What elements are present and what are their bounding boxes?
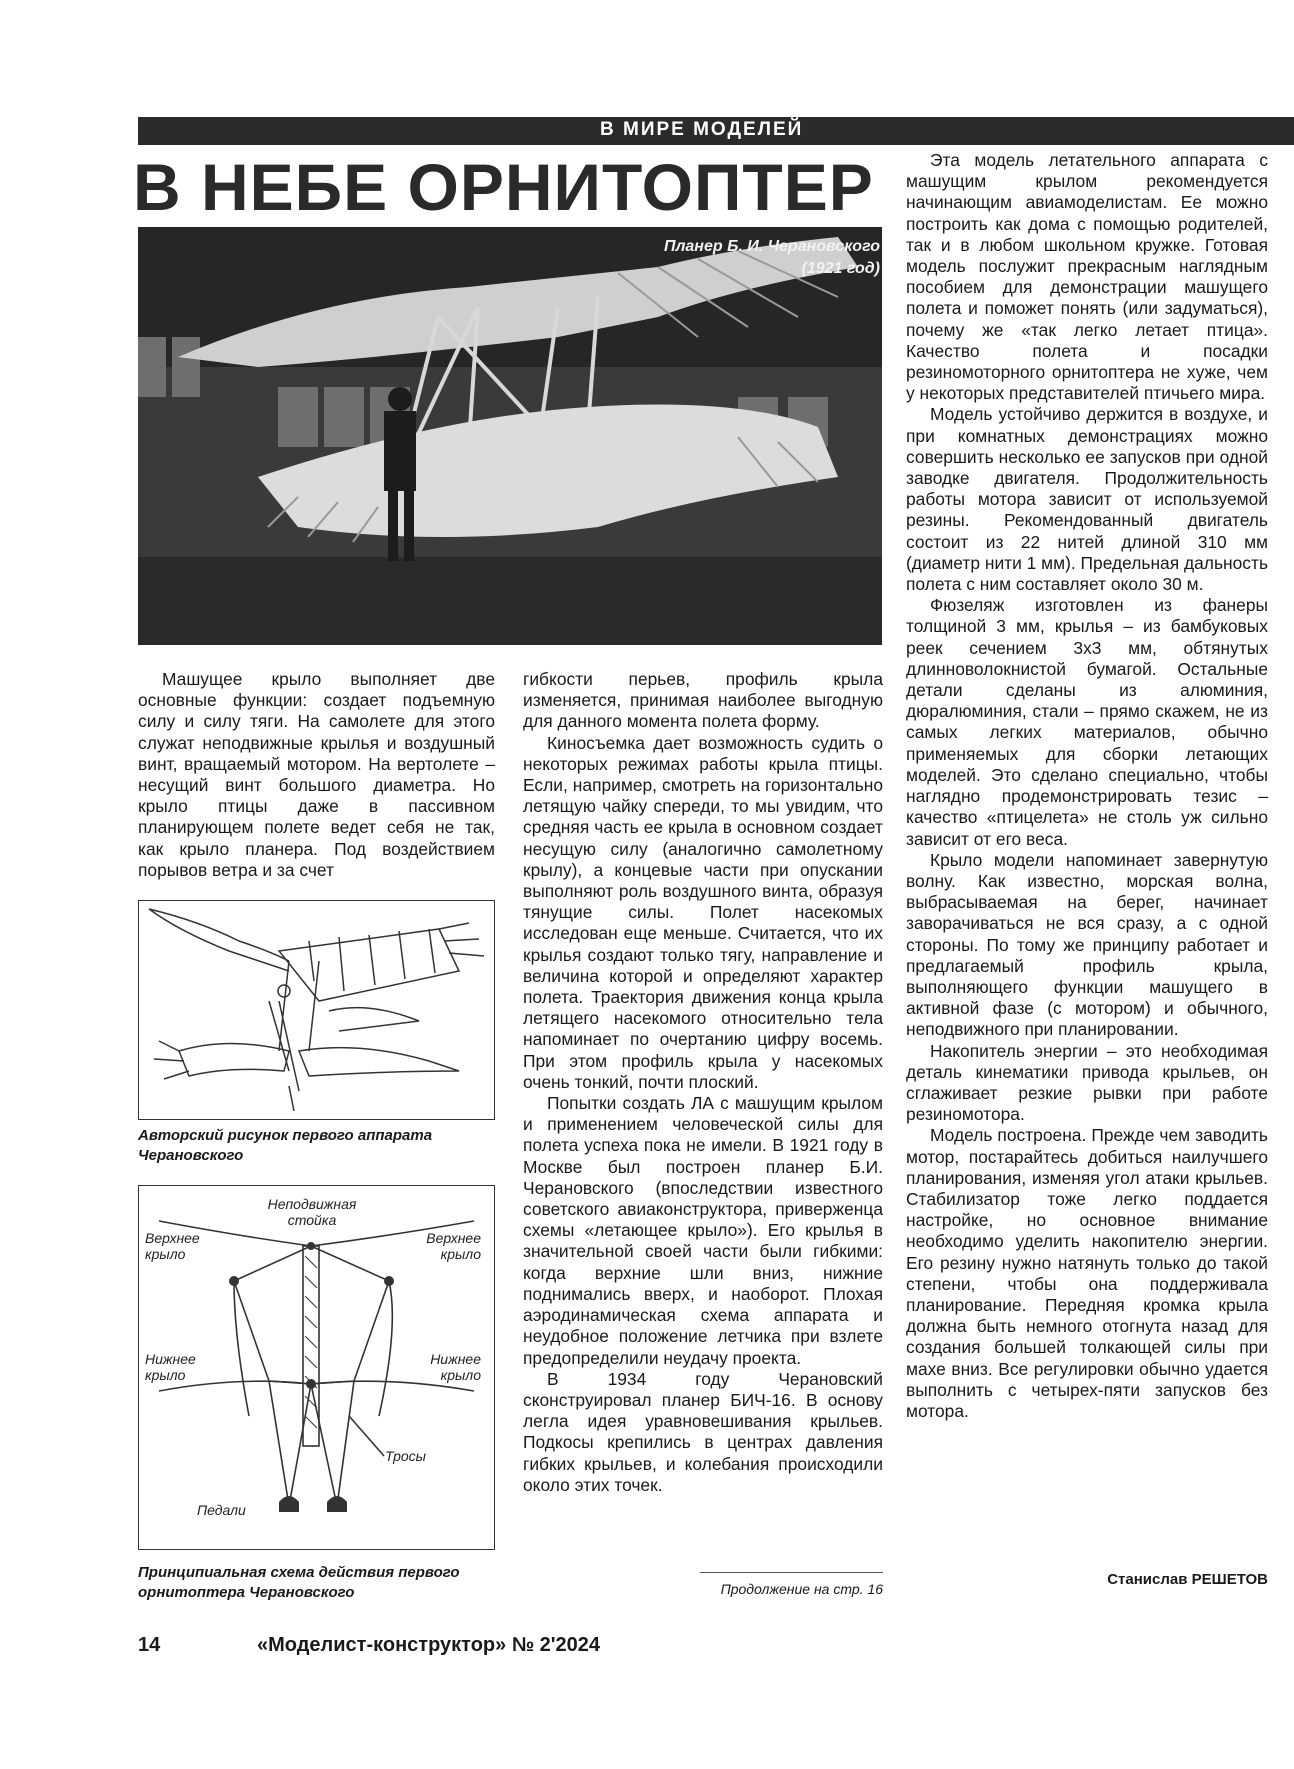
paragraph: Киносъемка дает возможность судить о некоторых режимах работы крыла птицы. Если, например, смотреть на горизонтально летящую чайку спереди, то мы увидим, что средняя часть ее крыла в основном создает несущую силу (аналогично самолетному крылу), а концевые части при опускании выполняют роль воздушного винта, образуя тянущие силы. Полет насекомых исследован еще меньше. Считается, что их крылья создают только тягу, направление и величина которой и определяют характер полета. Траектория движения конца крыла летящего насекомого относительно тела напоминает по очертанию цифру восемь. При этом профиль крыла у насекомых очень тонкий, почти плоский. bbox=[523, 732, 883, 1092]
page-number: 14 bbox=[138, 1634, 161, 1656]
page-title: В НЕБЕ ОРНИТОПТЕР bbox=[133, 150, 874, 224]
author-drawing-figure bbox=[138, 900, 495, 1120]
photo-caption-year: (1921 год) bbox=[801, 260, 880, 277]
paragraph: Эта модель летательного аппарата с машущим крылом рекомендуется начинающим авиамоделистам. Ее можно построить как дома с помощью родителей, так и в любом школьном кружке. Готовая модель послужит прекрасным наглядным пособием для демонстрации машущего полета и поможет понять (или задуматься), почему же «так легко летает птица». Качество полета и посадки резиномоторного орнитоптера не хуже, чем у некоторых представителей птичьего мира. bbox=[906, 150, 1268, 404]
paragraph: Накопитель энергии – это необходимая деталь кинематики привода крыльев, он сглаживает резкие рывки при работе резиномотора. bbox=[906, 1040, 1268, 1125]
label-fixed-post: Неподвижная стойка bbox=[267, 1196, 357, 1228]
paragraph: Фюзеляж изготовлен из фанеры толщиной 3 мм, крылья – из бамбуковых реек сечением 3х3 мм, обтянутых длинноволокнистой бумагой. Остальные детали сделаны из алюминия, дюралюминия, стали – прямо скажем, не из самых легких материалов, обычно применяемых для сборки летающих моделей. Это сделано специально, чтобы наглядно продемонстрировать тезис – качество «птицелета» не столь уж сильно зависит от его веса. bbox=[906, 595, 1268, 849]
paragraph: Машущее крыло выполняет две основные функции: создает подъемную силу и силу тяги. На самолете для этого служат неподвижные крылья и воздушный винт, вращаемый мотором. На вертолете – несущий винт большого диаметра. Но крыло птицы даже в пассивном планирующем полете ведет себя не так, как крыло планера. Под воздействием порывов ветра и за счет bbox=[138, 669, 495, 880]
column-1 bbox=[138, 669, 495, 881]
label-cables: Тросы bbox=[385, 1448, 426, 1464]
paragraph: Модель построена. Прежде чем заводить мотор, постарайтесь добиться наилучшего планирования, изменяя угол атаки крыльев. Стабилизатор тоже легко поддается настройке, но основное внимание необходимо уделить накопителю энергии. Его резину нужно натянуть только до такой степени, чтобы она поддерживала планирование. Передняя кромка крыла должна быть немного отогнута назад для создания большей толкающей силы при махе вниз. Все регулировки обычно удается выполнить с четырех-пяти запусков без мотора. bbox=[906, 1125, 1268, 1421]
continuation-divider bbox=[700, 1572, 883, 1573]
figure-2-caption: Принципиальная схема действия первого орнитоптера Черановского bbox=[138, 1564, 460, 1601]
scheme-figure bbox=[138, 1185, 495, 1550]
figure-1-caption: Авторский рисунок первого аппарата Черановского bbox=[138, 1127, 433, 1164]
label-lower-wing-left: Нижнее крыло bbox=[145, 1351, 196, 1383]
label-lower-wing-right: Нижнее крыло bbox=[430, 1351, 481, 1383]
continuation-note: Продолжение на стр. 16 bbox=[720, 1581, 883, 1597]
paragraph: гибкости перьев, профиль крыла изменяется, принимая наиболее выгодную для данного момента полета форму. bbox=[523, 669, 883, 732]
paragraph: Крыло модели напоминает завернутую волну. Как известно, морская волна, выбрасываемая на берег, начинает заворачиваться не вся сразу, а с одной стороны. По тому же принципу работает и предлагаемый профиль крыла, выполняющего функции машущего в активной фазе (с мотором) и обычного, неподвижного при планировании. bbox=[906, 849, 1268, 1040]
label-upper-wing-left: Верхнее крыло bbox=[145, 1230, 200, 1262]
label-upper-wing-right: Верхнее крыло bbox=[426, 1230, 481, 1262]
label-pedals: Педали bbox=[197, 1502, 246, 1518]
column-3 bbox=[906, 150, 1268, 1422]
author-name: Станислав РЕШЕТОВ bbox=[1107, 1571, 1268, 1588]
rubric-label: В МИРЕ МОДЕЛЕЙ bbox=[600, 119, 804, 140]
paragraph: Попытки создать ЛА с машущим крылом и применением человеческой силы для полета успеха пока не имели. В 1921 году в Москве был построен планер Б.И. Черановского (впоследствии известного советского авиаконструктора, приверженца схемы «летающее крыло»). Его крылья в значительной своей части были гибкими: когда верхние шли вниз, нижние поднимались вверх, и наоборот. Плохая аэродинамическая схема аппарата и неудобное положение летчика при взлете предопределили неудачу проекта. bbox=[523, 1093, 883, 1368]
photo-caption bbox=[590, 236, 880, 280]
paragraph: В 1934 году Черановский сконструировал планер БИЧ-16. В основу легла идея уравновешивания крыльев. Подкосы крепились в центрах давления гибких крыльев, и колебания происходили около этих точек. bbox=[523, 1368, 883, 1495]
photo-caption-title: Планер Б. И. Черановского bbox=[663, 238, 880, 255]
column-2 bbox=[523, 669, 883, 1496]
paragraph: Модель устойчиво держится в воздухе, и при комнатных демонстрациях можно совершить несколько ее запусков при одной заводке двигателя. Продолжительность работы мотора зависит от используемой резины. Рекомендованный двигатель состоит из 22 нитей длиной 310 мм (диаметр нити 1 мм). Предельная дальность полета с ним составляет около 30 м. bbox=[906, 404, 1269, 595]
magazine-issue: «Моделист-конструктор» № 2'2024 bbox=[257, 1634, 601, 1656]
glider-photo bbox=[138, 227, 882, 645]
